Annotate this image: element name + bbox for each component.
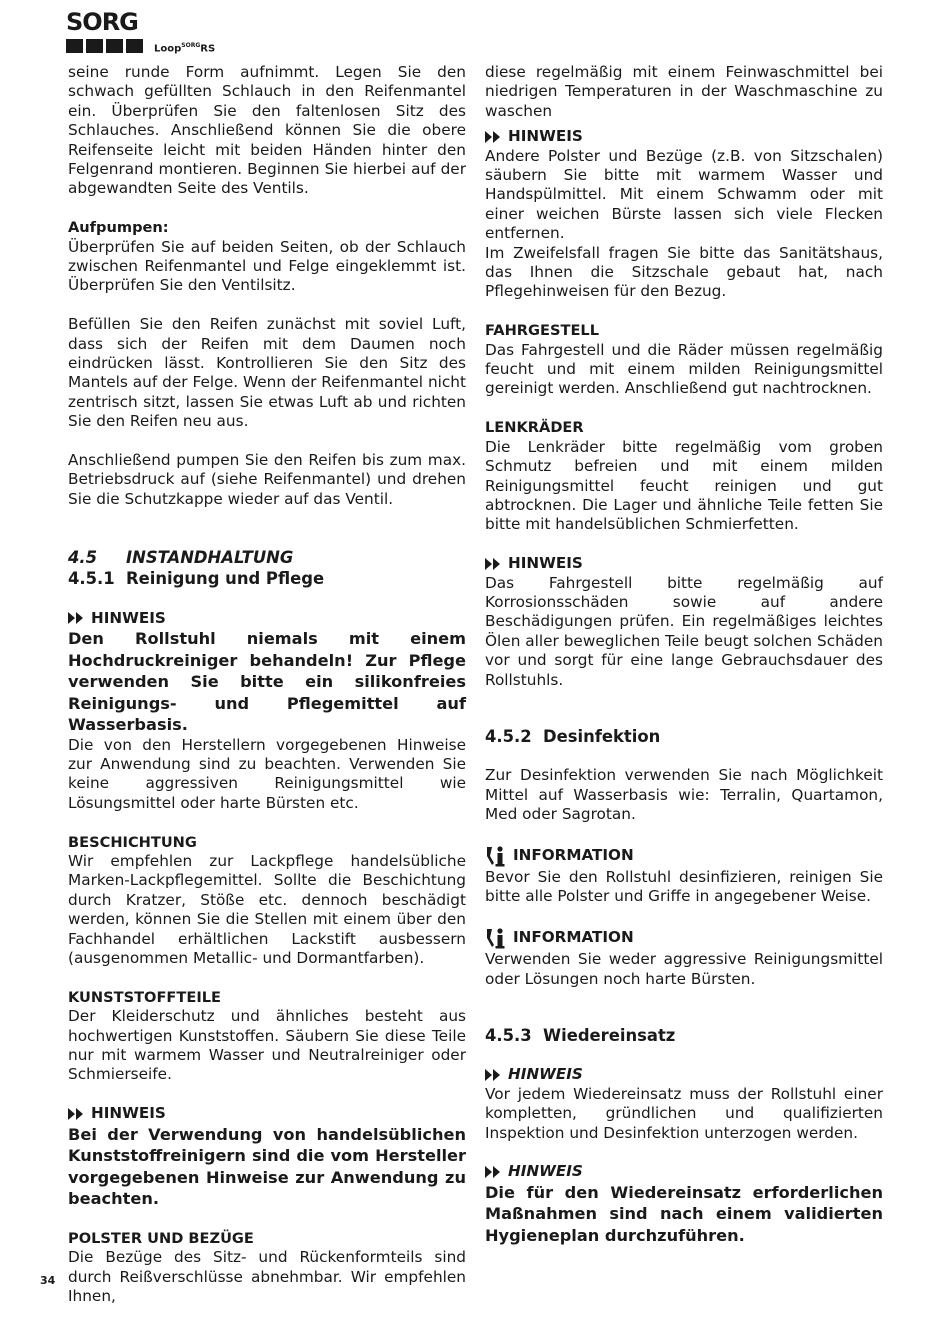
lenkraeder-paragraph: Die Lenkräder bitte regelmäßig vom groben Schmutz befreien und mit einem milden Reinigungsmittel feucht reinigen und gut abtrocknen. Die Lager und ähnliche Teile fetten Sie bitte mit handelsüblichen Schmierfetten. bbox=[485, 437, 883, 534]
kunststoff-heading: KUNSTSTOFFTEILE bbox=[68, 988, 222, 1006]
section-4-5-1-heading: 4.5.1 Reinigung und Pflege bbox=[68, 569, 325, 589]
hinweis-paragraph: Das Fahrgestell bitte regelmäßig auf Korrosionsschäden sowie auf andere Beschädigungen prüfen. Ein regelmäßiges leichtes Ölen aller beweglichen Teile beugt solchen Schäden vor und sorgt für eine lange Gebrauchsdauer des Rollstuhls. bbox=[485, 573, 883, 689]
sorg-logo bbox=[66, 10, 246, 56]
info-icon bbox=[485, 926, 507, 950]
hinweis-paragraph: Vor jedem Wiedereinsatz muss der Rollstuhl einer kompletten, gründlichen und qualifizierten Inspektion und Desinfektion unterzogen werden. bbox=[485, 1084, 883, 1142]
pump-paragraph: Überprüfen Sie auf beiden Seiten, ob der Schlauch zwischen Reifenmantel und Felge eingeklemmt ist. Überprüfen Sie den Ventilsitz. bbox=[68, 237, 466, 295]
double-arrow-icon bbox=[68, 611, 85, 625]
hinweis-strong-text: Bei der Verwendung von handelsüblichen Kunststoffreinigern sind die vom Hersteller vorgegebenen Hinweise zur Anwendung zu beachten. bbox=[68, 1124, 466, 1209]
fahrgestell-heading: FAHRGESTELL bbox=[485, 322, 600, 340]
information-label: INFORMATION bbox=[485, 926, 883, 950]
logo-blocks bbox=[66, 39, 143, 53]
hinweis-label: HINWEIS bbox=[485, 127, 883, 146]
left-column bbox=[68, 63, 466, 1307]
fill-paragraph: Befüllen Sie den Reifen zunächst mit soviel Luft, dass sich der Reifen mit dem Daumen noch eindrücken lässt. Kontrollieren Sie den Sitz des Mantels auf der Felge. Wenn der Reifenmantel nicht zentrisch sitzt, lassen Sie etwas Luft ab und richten Sie den Reifen neu aus. bbox=[68, 315, 466, 431]
intro-paragraph: seine runde Form aufnimmt. Legen Sie den schwach gefüllten Schlauch in den Reifenmantel ein. Überprüfen Sie den faltenlosen Sitz des Schlauches. Anschließend können Sie die obere Reifenseite leicht mit beiden Händen hinter den Felgenrand montieren. Beginnen Sie hierbei auf der abgewandten Seite des Ventils. bbox=[68, 63, 466, 198]
polster-paragraph: Die Bezüge des Sitz- und Rückenformteils sind durch Reißverschlüsse abnehmbar. Wir empfehlen Ihnen, bbox=[68, 1248, 466, 1306]
double-arrow-icon bbox=[485, 130, 502, 144]
polster-continuation: diese regelmäßig mit einem Feinwaschmittel bei niedrigen Temperaturen in der Waschmaschine zu waschen bbox=[485, 63, 883, 120]
logo-wordmark: SORG bbox=[66, 8, 138, 36]
kunststoff-paragraph: Der Kleiderschutz und ähnliches besteht aus hochwertigen Kunststoffen. Säubern Sie diese Teile nur mit warmem Wasser und Neutralreiniger oder Schmierseife. bbox=[68, 1007, 466, 1084]
double-arrow-icon bbox=[485, 557, 502, 571]
model-name: Loop$^{SORG}$RS bbox=[154, 42, 216, 55]
hinweis-label: HINWEIS bbox=[485, 1065, 883, 1084]
info-icon bbox=[485, 844, 507, 868]
hinweis-paragraph: Im Zweifelsfall fragen Sie bitte das Sanitätshaus, das Ihnen die Sitzschale gebaut hat, nach Pflegehinweisen für den Bezug. bbox=[485, 243, 883, 301]
information-paragraph: Verwenden Sie weder aggressive Reinigungsmittel oder Lösungen noch harte Bürsten. bbox=[485, 950, 883, 988]
hinweis-label: HINWEIS bbox=[485, 554, 883, 573]
section-4-5-heading: 4.5 INSTANDHALTUNG bbox=[68, 548, 294, 568]
hinweis-paragraph: Andere Polster und Bezüge (z.B. von Sitzschalen) säubern Sie bitte mit warmem Wasser und Handspülmittel. Mit einem Schwamm oder mit einer weichen Bürste lassen sich viele Flecken entfernen. bbox=[485, 146, 883, 243]
lenkraeder-heading: LENKRÄDER bbox=[485, 419, 584, 437]
page-number: 34 bbox=[40, 1274, 56, 1287]
double-arrow-icon bbox=[485, 1165, 502, 1179]
beschichtung-paragraph: Wir empfehlen zur Lackpflege handelsübliche Marken-Lackpflegemittel. Sollte die Beschichtung durch Kratzer, Stöße etc. dennoch beschädigt werden, können Sie die Stellen mit einem über den Fachhandel erhältlichen Lackstift ausbessern (ausgenommen Metallic- und Dormantfarben). bbox=[68, 852, 466, 968]
double-arrow-icon bbox=[68, 1107, 85, 1121]
final-paragraph: Anschließend pumpen Sie den Reifen bis zum max. Betriebsdruck auf (siehe Reifenmantel) und drehen Sie die Schutzkappe wieder auf das Ventil. bbox=[68, 451, 466, 508]
hinweis-label: HINWEIS bbox=[68, 609, 466, 628]
double-arrow-icon bbox=[485, 1068, 502, 1082]
desinfektion-paragraph: Zur Desinfektion verwenden Sie nach Möglichkeit Mittel auf Wasserbasis wie: Terralin, Quartamon, Med oder Sagrotan. bbox=[485, 766, 883, 824]
hinweis-paragraph: Die von den Herstellern vorgegebenen Hinweise zur Anwendung sind zu beachten. Verwenden Sie keine aggressiven Reinigungsmittel wie Lösungsmittel oder harte Bürsten etc. bbox=[68, 735, 466, 812]
section-4-5-3-heading: 4.5.3 Wiedereinsatz bbox=[485, 1025, 676, 1045]
hinweis-label: HINWEIS bbox=[68, 1104, 466, 1123]
hinweis-strong-text: Die für den Wiedereinsatz erforderlichen Maßnahmen sind nach einem validierten Hygieneplan durchzuführen. bbox=[485, 1182, 883, 1245]
information-paragraph: Bevor Sie den Rollstuhl desinfizieren, reinigen Sie bitte alle Polster und Griffe in angegebener Weise. bbox=[485, 867, 883, 906]
beschichtung-heading: BESCHICHTUNG bbox=[68, 833, 197, 851]
information-label: INFORMATION bbox=[485, 844, 883, 868]
fahrgestell-paragraph: Das Fahrgestell und die Räder müssen regelmäßig feucht und mit einem milden Reinigungsmittel gereinigt werden. Anschließend gut nachtrocknen. bbox=[485, 340, 883, 398]
hinweis-strong-text: Den Rollstuhl niemals mit einem Hochdruckreiniger behandeln! Zur Pflege verwenden Sie bitte ein silikonfreies Reinigungs- und Pflegemittel auf Wasserbasis. bbox=[68, 629, 466, 735]
right-column bbox=[485, 63, 883, 1246]
section-4-5-2-heading: 4.5.2 Desinfektion bbox=[485, 726, 661, 746]
hinweis-label: HINWEIS bbox=[485, 1162, 883, 1181]
polster-heading: POLSTER UND BEZÜGE bbox=[68, 1230, 254, 1248]
pump-heading: Aufpumpen: bbox=[68, 219, 169, 237]
